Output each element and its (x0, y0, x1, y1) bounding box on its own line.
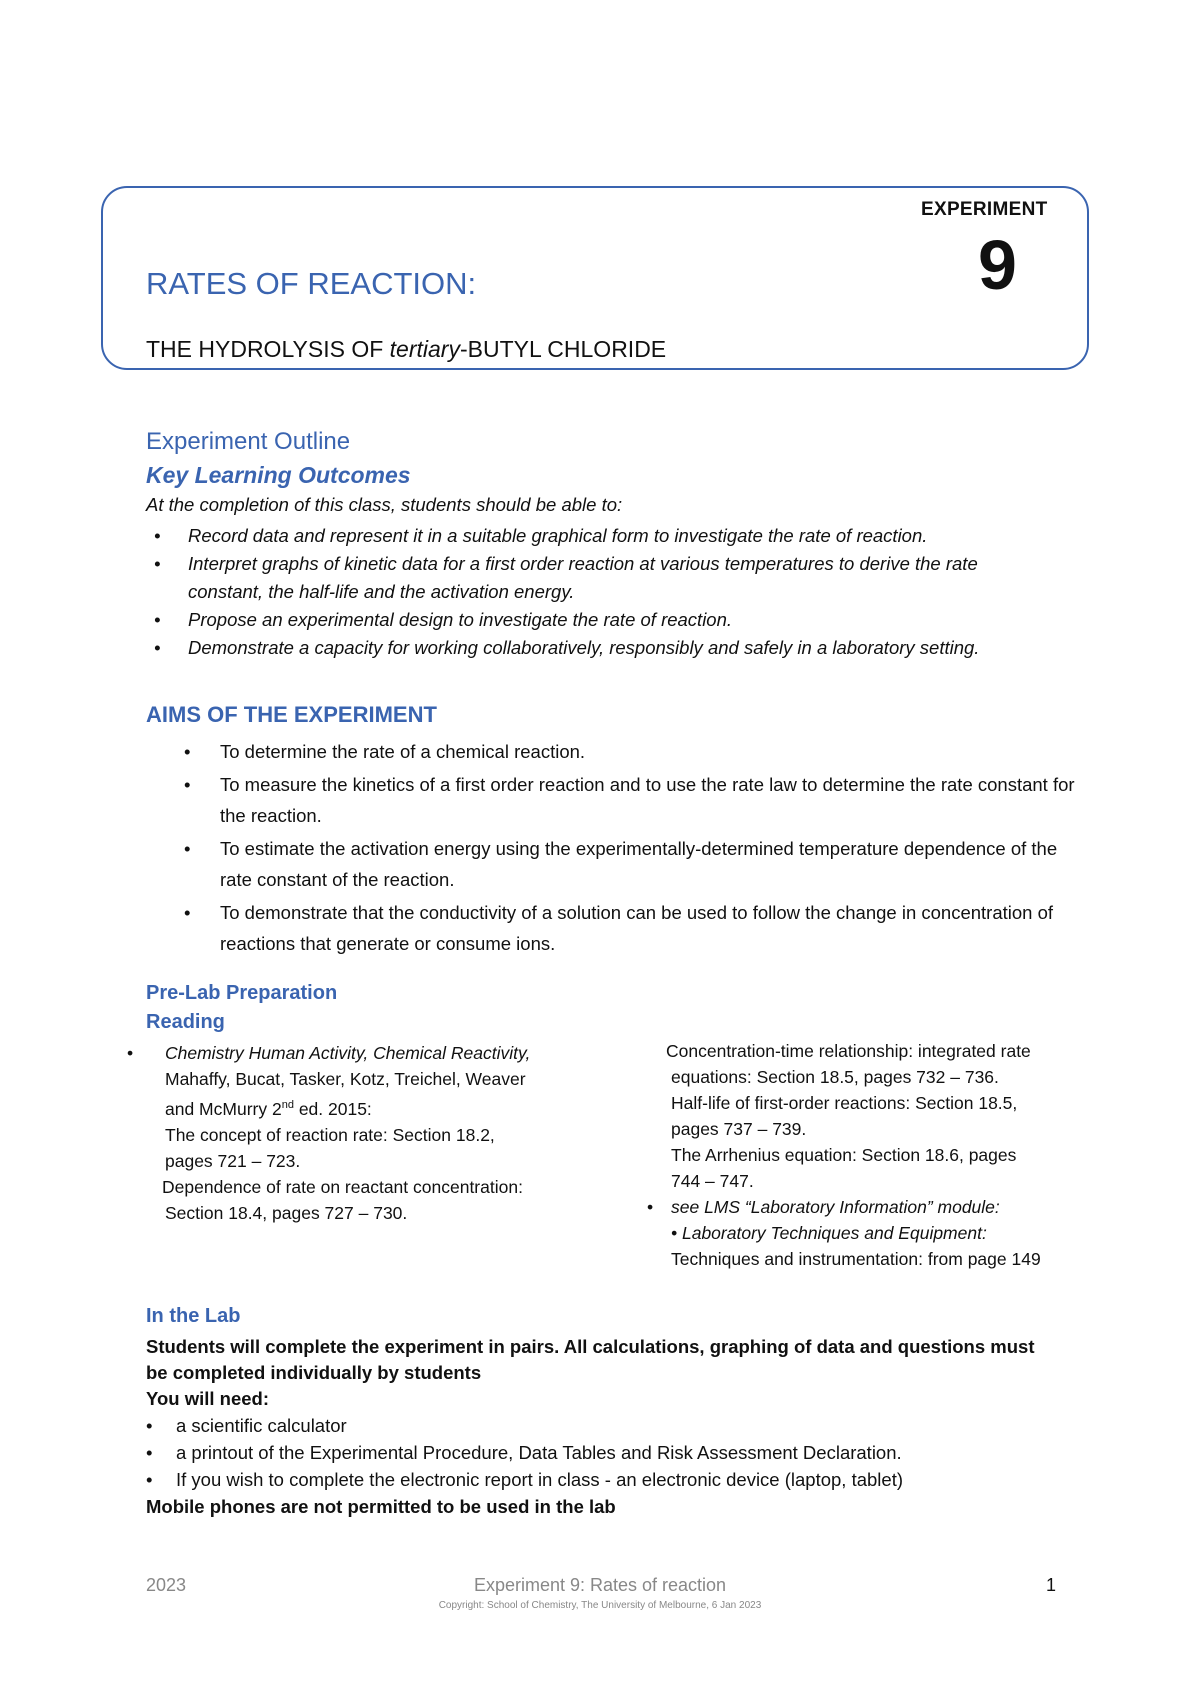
list-item: • Propose an experimental design to investigate the rate of reaction. (154, 609, 733, 630)
list-item: • If you wish to complete the electronic report in class - an electronic device (laptop, tablet) (146, 1469, 903, 1490)
aims-heading: AIMS OF THE EXPERIMENT (146, 702, 437, 727)
inlab-line-1: Students will complete the experiment in pairs. All calculations, graphing of data and questions must (146, 1336, 1035, 1357)
reading-right-column: Concentration-time relationship: integrated rate equations: Section 18.5, pages 732 – 736. Half-life of first-order reactions: Section 18.5, pages 737 – 739. The Arrhenius equation: Section 18.6, pages 744 – 747. • see LMS “Laboratory Information” module: • Laboratory Techniques and Equipment: Techniques and instrumentation: from page 149 (647, 1041, 1041, 1269)
inlab-heading: In the Lab (146, 1305, 241, 1327)
list-item: • To estimate the activation energy using the experimentally-determined temperature dependence of the rate constant of the reaction. (184, 838, 1058, 890)
list-item: • a printout of the Experimental Procedure, Data Tables and Risk Assessment Declaration. (146, 1442, 902, 1463)
footer-title: Experiment 9: Rates of reaction (473, 1575, 727, 1595)
page-subtitle: THE HYDROLYSIS OF tertiary-BUTYL CHLORIDE (146, 336, 667, 362)
list-item: • Record data and represent it in a suitable graphical form to investigate the rate of reaction. (154, 525, 928, 546)
list-item: • To demonstrate that the conductivity of a solution can be used to follow the change in concentration of reactions that generate or consume ions. (184, 902, 1054, 954)
experiment-number: 9 (978, 226, 1017, 304)
list-item: • To determine the rate of a chemical reaction. (184, 741, 586, 762)
list-item: • To measure the kinetics of a first order reaction and to use the rate law to determine the rate constant for the reaction. (184, 774, 1075, 826)
experiment-label: EXPERIMENT (921, 199, 1048, 220)
aims-list (184, 736, 1080, 961)
phones-note: Mobile phones are not permitted to be used in the lab (146, 1496, 616, 1517)
klo-heading: Key Learning Outcomes (146, 462, 411, 488)
list-item: • a scientific calculator (146, 1415, 347, 1436)
reading-heading: Reading (146, 1011, 225, 1033)
needs-list (146, 1412, 903, 1493)
page-number: 1 (1046, 1575, 1057, 1595)
you-will-need: You will need: (146, 1388, 269, 1409)
inlab-line-2: be completed individually by students (146, 1362, 482, 1383)
footer-year: 2023 (146, 1575, 187, 1595)
page-title: RATES OF REACTION: (146, 266, 477, 301)
prelab-heading: Pre-Lab Preparation (146, 982, 338, 1004)
outline-heading: Experiment Outline (146, 428, 351, 455)
reading-left-column: • Chemistry Human Activity, Chemical Reactivity, Mahaffy, Bucat, Tasker, Kotz, Treichel, Weaver and McMurry 2nd ed. 2015: The concept of reaction rate: Section 18.2, pages 721 – 723. Dependence of rate on reactant concentration: Section 18.4, pages 727 – 730. (127, 1043, 531, 1223)
outcome-list (146, 522, 979, 662)
copyright: Copyright: School of Chemistry, The University of Melbourne, 6 Jan 2023 (438, 1600, 762, 1611)
list-item: • Demonstrate a capacity for working collaboratively, responsibly and safely in a laboratory setting. (154, 637, 980, 658)
klo-intro: At the completion of this class, students should be able to: (146, 494, 623, 515)
list-item: • Interpret graphs of kinetic data for a first order reaction at various temperatures to derive the rate constant, the half-life and the activation energy. (154, 553, 978, 602)
